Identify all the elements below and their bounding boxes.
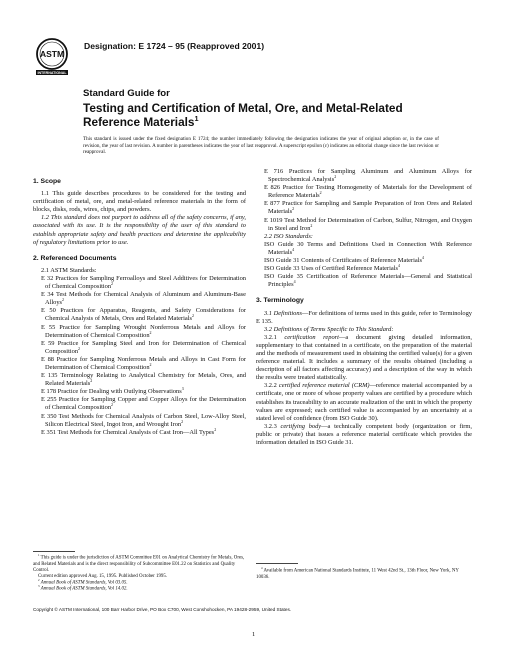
astm-reference-item: E 255 Practice for Sampling Copper and Copper Alloys for the Determination of Chemical Composition$^2$ xyxy=(41,396,246,412)
footnote-rule-left xyxy=(33,551,75,552)
astm-reference-item: E 716 Practices for Sampling Aluminum and Aluminum Alloys for Spectrochemical Analysis$^2$ xyxy=(264,168,472,184)
footnote-rule-right xyxy=(256,563,298,564)
standard-type: Standard Guide for xyxy=(83,88,170,99)
astm-reference-item: E 59 Practice for Sampling Steel and Iron for Determination of Chemical Composition$^2$ xyxy=(41,339,246,355)
term-3-1: 3.1 Definitions—For definitions of terms used in this guide, refer to Terminology E 135. xyxy=(256,309,472,325)
logo-letters: ASTM xyxy=(39,49,65,59)
footnote: $^1$ This guide is under the jurisdiction of ASTM Committee E01 on Analytical Chemistry for Metals, Ores, and Related Materials and is the direct responsibility of Subcommittee E01.22 on Statistics and Quality Control. xyxy=(33,553,245,573)
refs-heading: 2. Referenced Documents xyxy=(33,254,117,262)
scope-1-1: 1.1 This guide describes procedures to be considered for the testing and certification of metal, ore, and metal-related reference materials in the form of blocks, disks, rods, wires, chips, and powders. xyxy=(33,190,246,214)
footnote: $^3$ Annual Book of ASTM Standards, Vol 14.02. xyxy=(38,584,128,592)
astm-reference-item: E 55 Practice for Sampling Wrought Nonferrous Metals and Alloys for Determination of Chemical Composition$^2$ xyxy=(41,323,246,339)
astm-logo-icon xyxy=(32,36,72,76)
iso-ref-list xyxy=(256,241,472,290)
astm-reference-item: E 178 Practice for Dealing with Outlying Observations$^3$ xyxy=(41,386,184,396)
astm-reference-item: E 877 Practice for Sampling and Sample Preparation of Iron Ores and Related Materials$^2$ xyxy=(264,200,472,216)
term-3-2-1: 3.2.1 certification report—a document giving detailed information, supplementary to that contained in a certificate, on the preparation of the material and the methods of measurement used in obtaining the certified value(s) for a given reference material. It includes a summary of the results obtained (including a description of all factors affecting accuracy) and a description of the way in which the results were treated statistically. xyxy=(256,333,472,382)
issue-note: This standard is issued under the fixed designation E 1724; the number immediately following the designation indicates the year of original adoption or, in the case of revision, the year of last revision. A number in parentheses indicates the year of last reapproval. A superscript epsilon (ε) indicates an editorial change since the last revision or reapproval. xyxy=(83,136,439,156)
footnotes-right xyxy=(256,568,472,581)
left-column xyxy=(33,172,246,437)
right-ref-list xyxy=(256,168,472,233)
iso-reference-item: ISO Guide 35 Certification of Reference Materials—General and Statistical Principles$^4$ xyxy=(264,273,472,289)
footnote: $^4$ Available from American National Standards Institute, 11 West 42nd St., 13th Floor, New York, NY 10036. xyxy=(256,566,459,580)
astm-reference-item: E 350 Test Methods for Chemical Analysis of Carbon Steel, Low-Alloy Steel, Silicon Electrical Steel, Ingot Iron, and Wrought Iron$^2$ xyxy=(41,412,246,428)
astm-reference-item: E 826 Practice for Testing Homogeneity of Materials for the Development of Reference Materials$^2$ xyxy=(264,184,472,200)
term-3-2-3: 3.2.3 certifying body—a technically competent body (organization or firm, public or private) that issues a reference material certificate which provides the information detailed in ISO Guide 31. xyxy=(256,422,472,446)
logo-text: INTERNATIONAL xyxy=(37,71,67,76)
title-line-2: Reference Materials$^1$ xyxy=(83,114,199,129)
left-ref-list xyxy=(33,275,246,437)
iso-reference-item: ISO Guide 31 Contents of Certificates of Reference Materials$^4$ xyxy=(264,254,424,265)
iso-reference-item: ISO Guide 30 Terms and Definitions Used in Connection With Reference Materials$^4$ xyxy=(264,240,472,256)
terminology-heading: 3. Terminology xyxy=(256,297,304,305)
scope-heading: 1. Scope xyxy=(33,178,61,185)
footnotes-left xyxy=(33,555,245,593)
term-3-2-2: 3.2.2 certified reference material (CRM)—reference material accompanied by a certificate, one or more of whose property values are certified by a procedure which establishes its traceability to an accurate realization of the unit in which the property values are expressed; each certified value is accompanied by an uncertainty at a stated level of confidence (from ISO Guide 30). xyxy=(256,382,473,422)
footnote: $^2$ Annual Book of ASTM Standards, Vol 03.05. xyxy=(38,577,128,586)
term-3-2: 3.2 Definitions of Terms Specific to This Standard: xyxy=(264,325,394,333)
astm-reference-item: E 32 Practices for Sampling Ferroalloys and Steel Additives for Determination of Chemical Composition$^2$ xyxy=(41,274,246,291)
footnote: Current edition approved Aug. 15, 1995. Published October 1995. xyxy=(38,573,168,579)
right-column xyxy=(256,168,472,447)
title-line-1: Testing and Certification of Metal, Ore, and Metal-Related xyxy=(83,101,403,115)
refs-2-1: 2.1 ASTM Standards: xyxy=(41,266,97,274)
astm-reference-item: E 351 Test Methods for Chemical Analysis of Cast Iron—All Types$^2$ xyxy=(41,426,217,436)
iso-reference-item: ISO Guide 33 Uses of Certified Reference Materials$^4$ xyxy=(264,263,400,273)
iso-heading: 2.2 ISO Standards: xyxy=(264,232,313,240)
astm-reference-item: E 88 Practice for Sampling Nonferrous Metals and Alloys in Cast Form for Determination of Chemical Composition$^2$ xyxy=(41,355,246,371)
scope-1-2: 1.2 This standard does not purport to address all of the safety concerns, if any, associated with its use. It is the responsibility of the user of this standard to establish appropriate safety and health practices and determine the applicability of regulatory limitations prior to use. xyxy=(33,214,246,246)
designation: Designation: E 1724 – 95 (Reapproved 2001) xyxy=(84,41,265,51)
copyright: Copyright © ASTM International, 100 Barr Harbor Drive, PO Box C700, West Conshohocken, PA 19428-2959, United States. xyxy=(33,607,292,612)
astm-reference-item: E 1019 Test Method for Determination of Carbon, Sulfur, Nitrogen, and Oxygen in Steel and Iron$^2$ xyxy=(264,216,472,232)
astm-reference-item: E 50 Practices for Apparatus, Reagents, and Safety Considerations for Chemical Analysis of Metals, Ores and Related Materials$^2$ xyxy=(41,307,246,323)
page-number: 1 xyxy=(252,631,256,638)
astm-reference-item: E 135 Terminology Relating to Analytical Chemistry for Metals, Ores, and Related Materials$^2$ xyxy=(41,372,246,388)
astm-reference-item: E 34 Test Methods for Chemical Analysis of Aluminum and Aluminum-Base Alloys$^2$ xyxy=(41,291,246,307)
